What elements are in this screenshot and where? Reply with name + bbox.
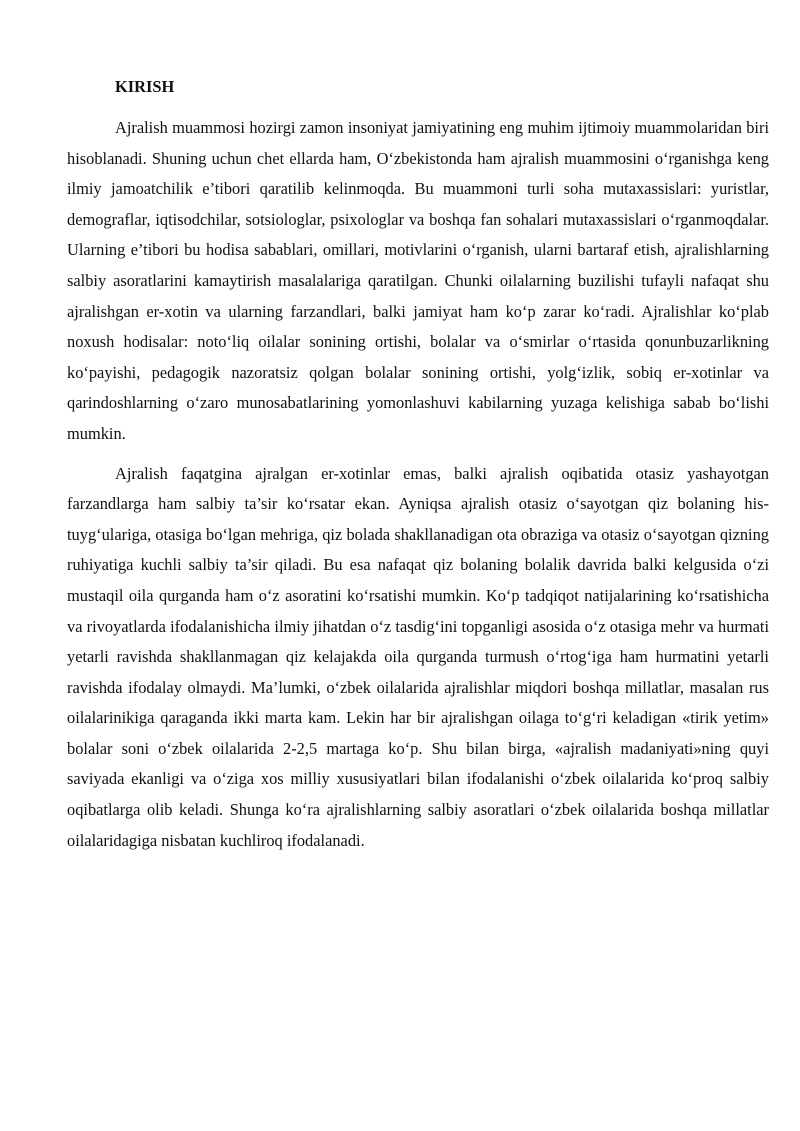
paragraph-2: Ajralish faqatgina ajralgan er-xotinlar emas, balki ajralish oqibatida otasiz yashayotgan farzandlarga ham salbiy ta’sir ko‘rsatar ekan. Ayniqsa ajralish otasiz o‘sayotgan qiz bolaning his-tuyg‘ulariga, otasiga bo‘lgan mehriga, qiz bolada shakllanadigan ota obraziga va otasiz o‘sayotgan qizning ruhiyatiga kuchli salbiy ta’sir qiladi. Bu esa nafaqat qiz bolaning bolalik davrida balki kelgusida o‘zi mustaqil oila qurganda ham o‘z asoratini ko‘rsatishi mumkin. Ko‘p tadqiqot natijalarining ko‘rsatishicha va rivoyatlarda ifodalanishicha ilmiy jihatdan o‘z tasdig‘ini topganligi asosida o‘z otasiga mehr va hurmati yetarli ravishda shakllanmagan qiz kelajakda oila qurganda turmush o‘rtog‘iga ham hurmatini yetarli ravishda ifodalay olmaydi. Ma’lumki, o‘zbek oilalarida ajralishlar miqdori boshqa millatlar, masalan rus oilalarinikiga qaraganda ikki marta kam. Lekin har bir ajralishgan oilaga to‘g‘ri keladigan «tirik yetim» bolalar soni o‘zbek oilalarida 2-2,5 martaga ko‘p. Shu bilan birga, «ajralish madaniyati»ning quyi saviyada ekanligi va o‘ziga xos milliy xususiyatlari bilan ifodalanishi o‘zbek oilalarida ko‘proq salbiy oqibatlarga olib keladi. Shunga ko‘ra ajralishlarning salbiy asoratlari o‘zbek oilalarida boshqa millatlar oilalaridagiga nisbatan kuchliroq ifodalanadi. [67,463,769,850]
section-heading: KIRISH [115,77,175,96]
paragraph-1: Ajralish muammosi hozirgi zamon insoniyat jamiyatining eng muhim ijtimoiy muammolaridan biri hisoblanadi. Shuning uchun chet ellarda ham, O‘zbekistonda ham ajralish muammosini o‘rganishga keng ilmiy jamoatchilik e’tibori qaratilib kelinmoqda. Bu muammoni turli soha mutaxassislari: yuristlar, demograflar, iqtisodchilar, sotsiologlar, psixologlar va boshqa fan sohalari mutaxassislari o‘rganmoqdalar. Ularning e’tibori bu hodisa sabablari, omillari, motivlarini o‘rganish, ularni bartaraf etish, ajralishlarning salbiy asoratlarini kamaytirish masalalariga qaratilgan. Chunki oilalarning buzilishi tufayli nafaqat shu ajralishgan er-xotin va ularning farzandlari, balki jamiyat ham ko‘p zarar ko‘radi. Ajralishlar ko‘plab noxush hodisalar: noto‘liq oilalar sonining ortishi, bolalar va o‘smirlar o‘rtasida qonunbuzarlikning ko‘payishi, pedagogik nazoratsiz qolgan bolalar sonining ortishi, yolg‘izlik, sobiq er-xotinlar va qarindoshlarning o‘zaro munosabatlarining yomonlashuvi kabilarning yuzaga kelishiga sabab bo‘lishi mumkin. [67,118,769,443]
document-body [67,72,769,865]
